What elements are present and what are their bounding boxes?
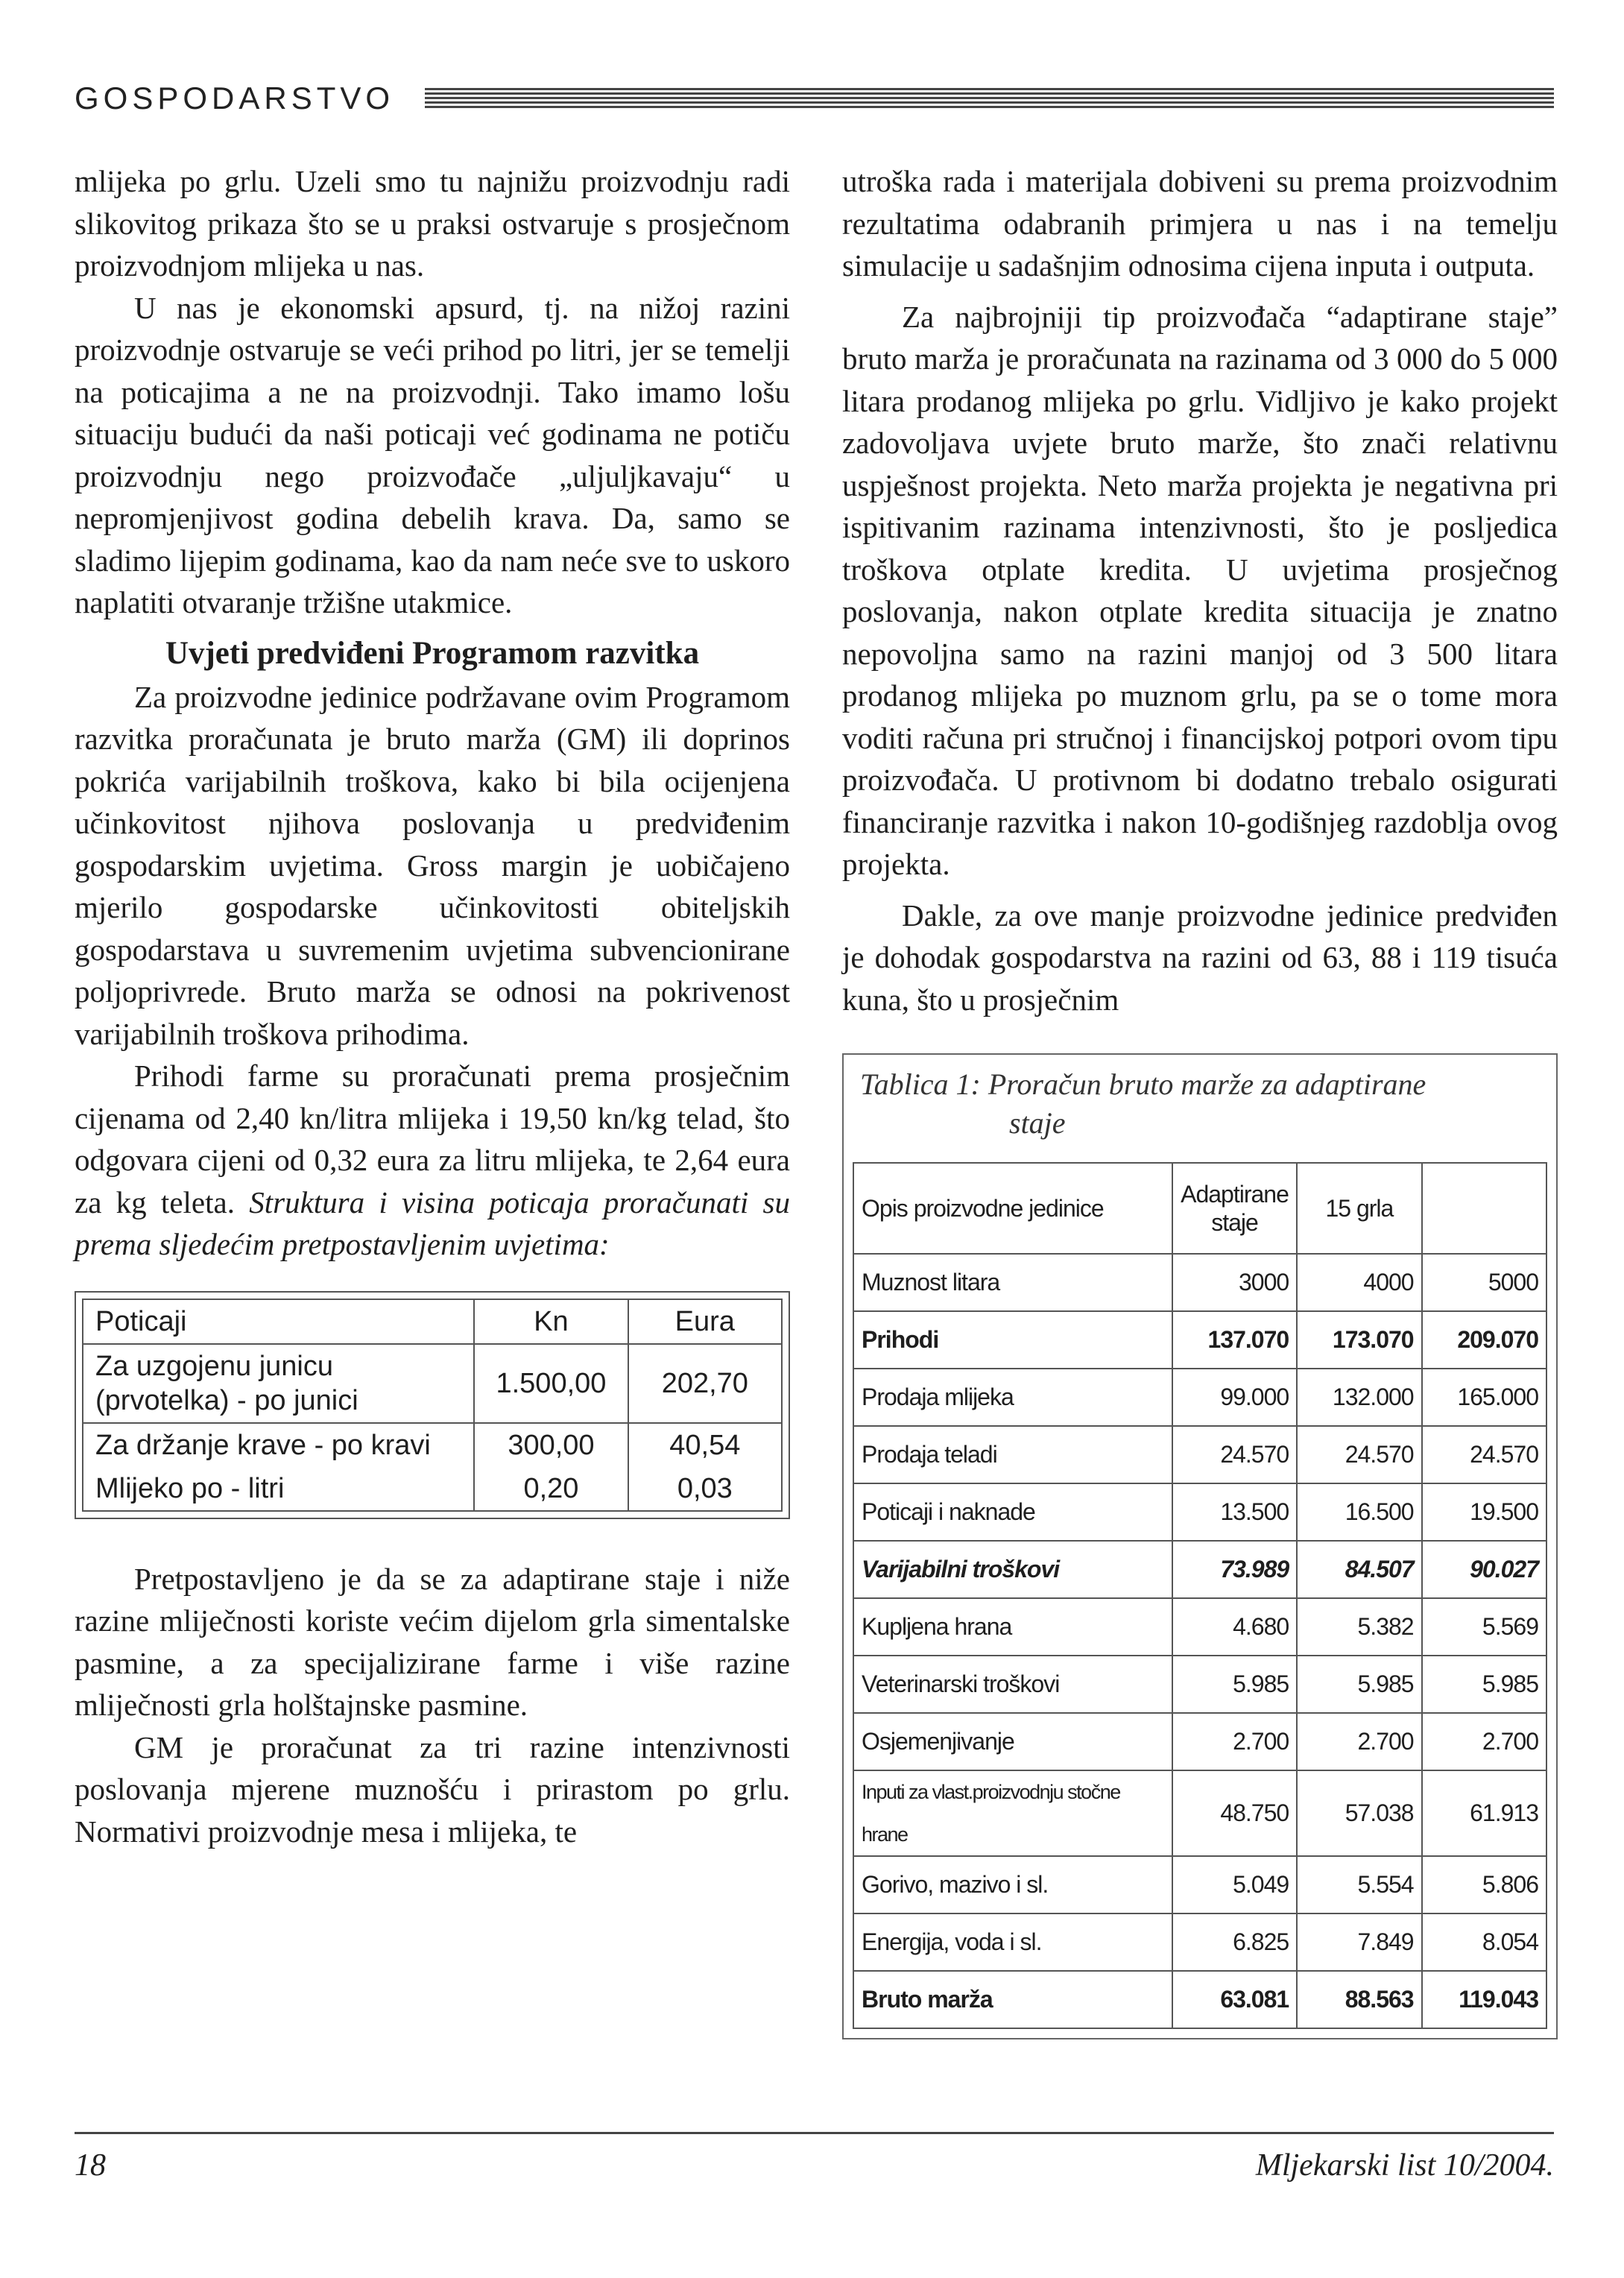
table-cell: 5.554 bbox=[1297, 1856, 1421, 1913]
table-header-cell: Poticaji bbox=[83, 1299, 474, 1344]
table-cell: 8.054 bbox=[1422, 1913, 1546, 1971]
table-header-cell bbox=[1422, 1163, 1546, 1254]
table-cell: 5.985 bbox=[1172, 1656, 1297, 1713]
table-cell: 202,70 bbox=[628, 1344, 782, 1423]
table-cell: 5.049 bbox=[1172, 1856, 1297, 1913]
table-cell: 1.500,00 bbox=[474, 1344, 628, 1423]
table-cell: 3000 bbox=[1172, 1254, 1297, 1311]
table-cell: 132.000 bbox=[1297, 1369, 1421, 1426]
table-header-cell: Eura bbox=[628, 1299, 782, 1344]
table-cell: Prihodi bbox=[853, 1311, 1172, 1369]
table-cell: 6.825 bbox=[1172, 1913, 1297, 1971]
header-line: staje bbox=[1211, 1209, 1258, 1236]
table-cell: 84.507 bbox=[1297, 1541, 1421, 1598]
table-cell: Muznost litara bbox=[853, 1254, 1172, 1311]
table-cell: Poticaji i naknade bbox=[853, 1483, 1172, 1541]
table-cell: 61.913 bbox=[1422, 1770, 1546, 1856]
table-cell: Bruto marža bbox=[853, 1971, 1172, 2028]
header-line: Adaptirane bbox=[1181, 1181, 1289, 1208]
table-row bbox=[853, 1254, 1546, 1311]
table-row bbox=[83, 1467, 782, 1511]
table-cell: 2.700 bbox=[1297, 1713, 1421, 1770]
table-cell: 99.000 bbox=[1172, 1369, 1297, 1426]
table-row bbox=[83, 1423, 782, 1467]
table-row bbox=[853, 1971, 1546, 2028]
table-cell: Kupljena hrana bbox=[853, 1598, 1172, 1656]
right-paragraph-1: utroška rada i materijala dobiveni su prema proizvodnim rezultatima odabranih primjera u nas i na temelju simulacije u sadašnjim odnosima cijena inputa i outputa. bbox=[842, 164, 1558, 283]
running-header bbox=[75, 81, 1554, 125]
table-cell: Energija, voda i sl. bbox=[853, 1913, 1172, 1971]
table-row bbox=[853, 1913, 1546, 1971]
table-cell: 73.989 bbox=[1172, 1541, 1297, 1598]
table-header-row bbox=[83, 1299, 782, 1344]
table-cell: 24.570 bbox=[1297, 1426, 1421, 1483]
table-cell: 0,03 bbox=[628, 1467, 782, 1511]
left-column bbox=[75, 160, 790, 1852]
table-cell: Za držanje krave - po kravi bbox=[83, 1423, 474, 1467]
table-cell: Veterinarski troškovi bbox=[853, 1656, 1172, 1713]
table-cell: 165.000 bbox=[1422, 1369, 1546, 1426]
table-cell: 48.750 bbox=[1172, 1770, 1297, 1856]
table-cell: 63.081 bbox=[1172, 1971, 1297, 2028]
left-paragraph-1: mlijeka po grlu. Uzeli smo tu najnižu proizvodnju radi slikovitog prikaza što se u praksi ostvaruje s prosječnom proizvodnjom mlijeka u nas. bbox=[75, 164, 790, 283]
table-cell bbox=[83, 1344, 474, 1423]
table-row bbox=[853, 1856, 1546, 1913]
table-row bbox=[853, 1369, 1546, 1426]
right-paragraph-2: Za najbrojniji tip proizvođača “adaptirane staje” bruto marža je proračunata na razinama od 3 000 do 5 000 litara prodanog mlijeka po grlu. Vidljivo je kako projekt zadovoljava uvjete bruto marže, što znači relativnu uspješnost projekta. Neto marža projekta je negativna pri ispitivanim razinama intenzivnosti, što je posljedica troškova otplate kredita. U uvjetima prosječnog poslovanja, nakon otplate kredita situacija je znatno nepovoljna samo na razini manjoj od 3 500 litara prodanog mlijeka po muznom grlu, pa se o tome mora voditi računa pri stručnoj i financijskoj potpori ovom tipu proizvođača. U protivnom bi dodatno trebalo osigurati financiranje razvitka i nakon 10-godišnjeg razdoblja ovog projekta. bbox=[842, 299, 1558, 881]
page-footer bbox=[75, 2132, 1554, 2183]
table-header-row bbox=[853, 1163, 1546, 1254]
table-cell: 209.070 bbox=[1422, 1311, 1546, 1369]
table-cell: 57.038 bbox=[1297, 1770, 1421, 1856]
tablica-1-box bbox=[842, 1053, 1558, 2039]
table-row bbox=[853, 1426, 1546, 1483]
poticaji-table-frame bbox=[75, 1291, 790, 1519]
table-header-cell: Opis proizvodne jedinice bbox=[853, 1163, 1172, 1254]
table-cell: 300,00 bbox=[474, 1423, 628, 1467]
table-cell: 24.570 bbox=[1172, 1426, 1297, 1483]
table-cell: 5.806 bbox=[1422, 1856, 1546, 1913]
table-row bbox=[853, 1770, 1546, 1856]
table-cell: 88.563 bbox=[1297, 1971, 1421, 2028]
table-row bbox=[853, 1311, 1546, 1369]
table-row bbox=[853, 1541, 1546, 1598]
table-cell: 5.985 bbox=[1422, 1656, 1546, 1713]
table-cell: 5000 bbox=[1422, 1254, 1546, 1311]
table-cell: Mlijeko po - litri bbox=[83, 1467, 474, 1511]
left-paragraph-4 bbox=[75, 1055, 790, 1266]
table-cell: Inputi za vlast.proizvodnju stočne hrane bbox=[853, 1770, 1172, 1856]
table-caption-line: staje bbox=[1009, 1106, 1066, 1140]
table-cell: 137.070 bbox=[1172, 1311, 1297, 1369]
page-number: 18 bbox=[75, 2148, 106, 2183]
table-cell: Varijabilni troškovi bbox=[853, 1541, 1172, 1598]
table-cell: 24.570 bbox=[1422, 1426, 1546, 1483]
table-row bbox=[853, 1656, 1546, 1713]
table-row bbox=[853, 1713, 1546, 1770]
left-paragraph-6: GM je proračunat za tri razine intenzivnosti poslovanja mjerene muznošću i prirastom po grlu. Normativi proizvodnje mesa i mlijeka, te bbox=[75, 1729, 790, 1849]
poticaji-table bbox=[82, 1299, 783, 1512]
table-cell: Gorivo, mazivo i sl. bbox=[853, 1856, 1172, 1913]
left-paragraph-4-text: Prihodi farme su proračunati prema prosječnim cijenama od 2,40 kn/litra mlijeka i 19,50 kn/kg telad, što odgovara cijeni od 0,32 eura za litru mlijeka, te 2,64 eura za kg teleta. bbox=[75, 1058, 790, 1220]
header-rule bbox=[425, 88, 1554, 109]
table-cell: 173.070 bbox=[1297, 1311, 1421, 1369]
table-cell: 5.382 bbox=[1297, 1598, 1421, 1656]
table-cell: 19.500 bbox=[1422, 1483, 1546, 1541]
table-cell: 40,54 bbox=[628, 1423, 782, 1467]
table-cell: 5.569 bbox=[1422, 1598, 1546, 1656]
table-caption-line: Tablica 1: Proračun bruto marže za adaptirane bbox=[860, 1067, 1426, 1101]
table-cell: 90.027 bbox=[1422, 1541, 1546, 1598]
left-paragraph-3: Za proizvodne jedinice podržavane ovim Programom razvitka proračunata je bruto marža (GM) ili doprinos pokrića varijabilnih troškova, kako bi bila ocijenjena učinkovitost njihova poslovanja u predviđenim gospodarskim uvjetima. Gross margin je uobičajeno mjerilo gospodarske učinkovitosti obiteljskih gospodarstava u suvremenim uvjetima subvencionirane poljoprivrede. Bruto marža se odnosi na pokrivenost varijabilnih troškova prihodima. bbox=[75, 679, 790, 1051]
table-cell: 5.985 bbox=[1297, 1656, 1421, 1713]
tablica-1 bbox=[853, 1162, 1547, 2029]
cell-line: (prvotelka) - po junici bbox=[95, 1384, 358, 1416]
cell-line: Za uzgojenu junicu bbox=[95, 1350, 333, 1382]
table-row bbox=[83, 1344, 782, 1423]
table-row bbox=[853, 1598, 1546, 1656]
left-paragraph-4-italic: Struktura i visina poticaja proračunati su prema sljedećim pretpostavljenim uvjetima: bbox=[75, 1184, 790, 1261]
table-cell: Osjemenjivanje bbox=[853, 1713, 1172, 1770]
table-cell: 2.700 bbox=[1172, 1713, 1297, 1770]
section-heading: Uvjeti predviđeni Programom razvitka bbox=[165, 635, 700, 671]
table-cell: 119.043 bbox=[1422, 1971, 1546, 2028]
table-cell: Prodaja teladi bbox=[853, 1426, 1172, 1483]
table-header-cell bbox=[1172, 1163, 1297, 1254]
table-caption bbox=[860, 1065, 1547, 1143]
left-paragraph-2: U nas je ekonomski apsurd, tj. na nižoj razini proizvodnje ostvaruje se veći prihod po litri, jer se temelji na poticajima a ne na proizvodnji. Tako imamo lošu situaciju budući da naši poticaji već godinama ne potiču proizvodnju nego proizvođače „uljuljkavaju“ u nepromjenjivost godina debelih krava. Da, samo se sladimo lijepim godinama, kao da nam neće sve to uskoro naplatiti otvaranje tržišne utakmice. bbox=[75, 290, 790, 619]
publication-name: Mljekarski list 10/2004. bbox=[1255, 2148, 1554, 2183]
right-column bbox=[842, 160, 1558, 2039]
table-cell: 4.680 bbox=[1172, 1598, 1297, 1656]
table-cell: 4000 bbox=[1297, 1254, 1421, 1311]
table-cell: Prodaja mlijeka bbox=[853, 1369, 1172, 1426]
section-title: GOSPODARSTVO bbox=[75, 81, 395, 116]
left-paragraph-5: Pretpostavljeno je da se za adaptirane staje i niže razine mliječnosti koriste većim dijelom grla simentalske pasmine, a za specijalizirane farme i više razine mliječnosti grla holštajnske pasmine. bbox=[75, 1561, 790, 1722]
table-row bbox=[853, 1483, 1546, 1541]
right-paragraph-3: Dakle, za ove manje proizvodne jedinice predviđen je dohodak gospodarstva na razini od 63, 88 i 119 tisuća kuna, što u prosječnim bbox=[842, 897, 1558, 1017]
table-cell: 2.700 bbox=[1422, 1713, 1546, 1770]
table-cell: 16.500 bbox=[1297, 1483, 1421, 1541]
table-cell: 7.849 bbox=[1297, 1913, 1421, 1971]
table-cell: 13.500 bbox=[1172, 1483, 1297, 1541]
table-header-cell: 15 grla bbox=[1297, 1163, 1421, 1254]
table-header-cell: Kn bbox=[474, 1299, 628, 1344]
table-cell: 0,20 bbox=[474, 1467, 628, 1511]
